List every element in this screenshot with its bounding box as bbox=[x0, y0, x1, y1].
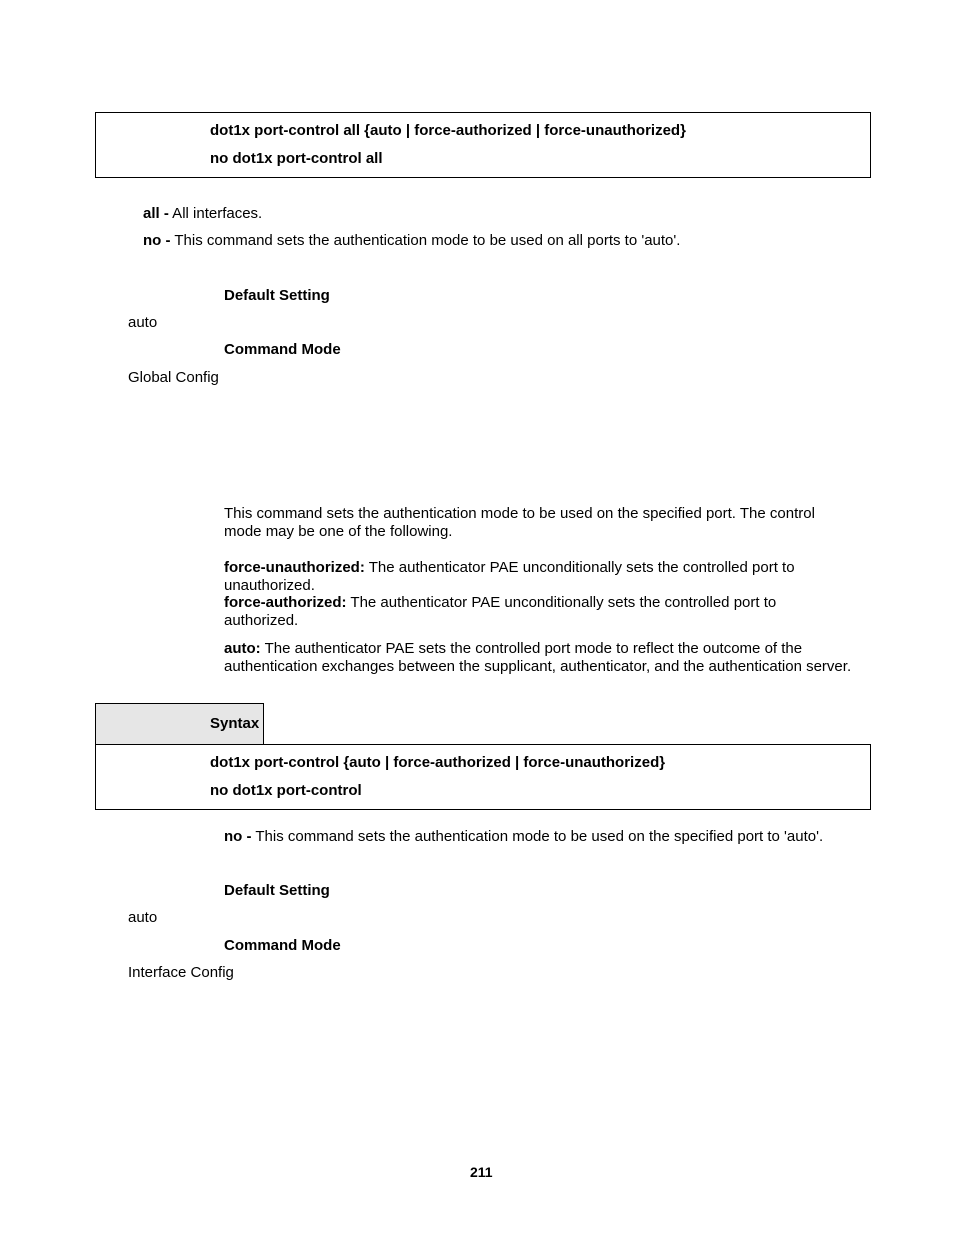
command-mode-value: Global Config bbox=[128, 369, 219, 386]
param-term: all - bbox=[143, 205, 169, 222]
syntax-label: Syntax bbox=[210, 715, 260, 732]
command-mode-heading: Command Mode bbox=[224, 937, 341, 954]
default-setting-heading: Default Setting bbox=[224, 287, 330, 304]
option-auto bbox=[224, 640, 854, 676]
param-term: no - bbox=[143, 232, 171, 249]
option-desc: The authenticator PAE unconditionally sets the controlled port to authorized. bbox=[224, 594, 777, 629]
param-all bbox=[143, 205, 262, 223]
command-description: This command sets the authentication mode to be used on the specified port. The control mode may be one of the following. bbox=[224, 505, 815, 540]
option-force-authorized bbox=[224, 594, 854, 630]
syntax-no-command-all: no dot1x port-control all bbox=[210, 150, 383, 167]
param-desc: This command sets the authentication mode to be used on all ports to 'auto'. bbox=[170, 232, 681, 249]
syntax-no-command-port: no dot1x port-control bbox=[210, 782, 362, 799]
command-mode-value: Interface Config bbox=[128, 964, 234, 981]
syntax-command-all: dot1x port-control all {auto | force-authorized | force-unauthorized} bbox=[210, 122, 686, 139]
param-term: no - bbox=[224, 828, 252, 845]
param-desc: All interfaces. bbox=[168, 205, 263, 222]
option-term: force-unauthorized: bbox=[224, 559, 365, 576]
page-number: 211 bbox=[470, 1164, 493, 1180]
param-no-port bbox=[224, 828, 823, 846]
param-desc: This command sets the authentication mode to be used on the specified port to 'auto'. bbox=[251, 828, 824, 845]
param-no bbox=[143, 232, 680, 250]
default-setting-value: auto bbox=[128, 909, 158, 926]
option-force-unauthorized bbox=[224, 559, 854, 595]
default-setting-value: auto bbox=[128, 314, 158, 331]
option-term: auto: bbox=[224, 640, 261, 657]
syntax-command-port: dot1x port-control {auto | force-authorized | force-unauthorized} bbox=[210, 754, 666, 771]
option-desc: The authenticator PAE unconditionally sets the controlled port to unauthorized. bbox=[224, 559, 795, 594]
option-term: force-authorized: bbox=[224, 594, 347, 611]
command-mode-heading: Command Mode bbox=[224, 341, 341, 358]
option-desc: The authenticator PAE sets the controlled port mode to reflect the outcome of the authentication exchanges between the supplicant, authenticator, and the authentication server. bbox=[224, 640, 852, 675]
default-setting-heading: Default Setting bbox=[224, 882, 330, 899]
